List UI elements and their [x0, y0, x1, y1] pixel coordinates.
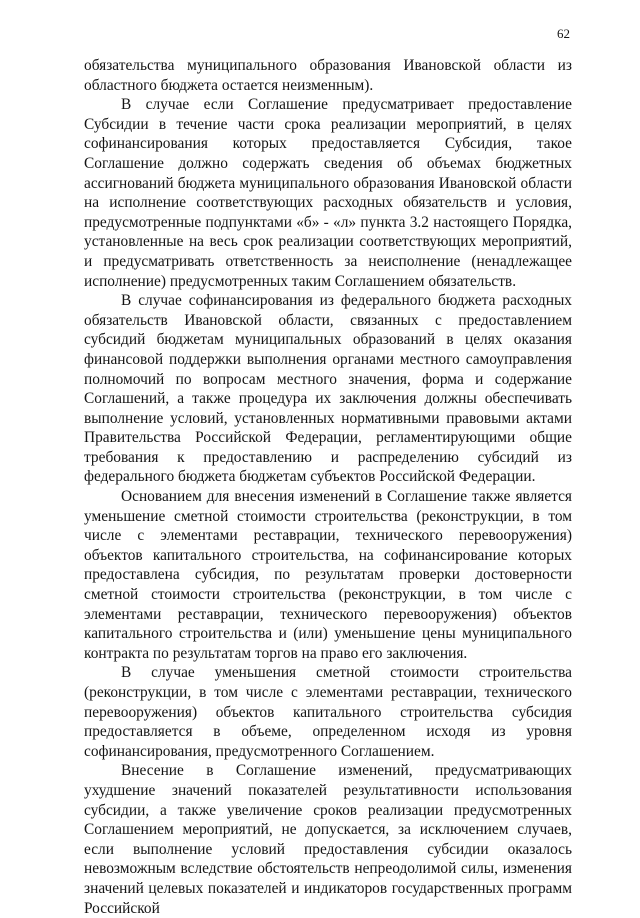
paragraph-continuation: обязательства муниципального образования Ивановской области из областного бюджета остается неизменным). — [84, 57, 572, 94]
paragraph-amendment-restrictions: Внесение в Соглашение изменений, предусматривающих ухудшение значений показателей результативности использования субсидии, а также увеличение сроков реализации предусмотренных Соглашением мероприятий, не допускается, за исключением случаев, если выполнение условий предоставления субсидии оказалось невозможным вследствие обстоятельств непреодолимой силы, изменения значений целевых показателей и индикаторов государственных программ Российской — [84, 762, 572, 917]
paragraph-federal-cofinancing: В случае софинансирования из федерального бюджета расходных обязательств Ивановской области, связанных с предоставлением субсидий бюджетам муниципальных образований в целях оказания финансовой поддержки выполнения органами местного самоуправления полномочий по вопросам местного значения, форма и содержание Соглашений, а также процедура их заключения должны обеспечивать выполнение условий, установленных нормативными правовыми актами Правительства Российской Федерации, регламентирующими общие требования к предоставлению и распределению субсидий из федерального бюджета бюджетам субъектов Российской Федерации. — [84, 292, 572, 486]
paragraph-partial-subsidy: В случае если Соглашение предусматривает предоставление Субсидии в течение части срока реализации мероприятий, в целях софинансирования которых предоставляется Субсидия, такое Соглашение должно содержать сведения об объемах бюджетных ассигнований бюджета муниципального образования Ивановской области на исполнение соответствующих расходных обязательств и условия, предусмотренные подпунктами «б» - «л» пункта 3.2 настоящего Порядка, установленные на весь срок реализации соответствующих мероприятий, и предусматривать ответственность за неисполнение (ненадлежащее исполнение) предусмотренных таким Соглашением обязательств. — [84, 96, 572, 290]
paragraph-amendment-grounds: Основанием для внесения изменений в Соглашение также является уменьшение сметной стоимости строительства (реконструкции, в том числе с элементами реставрации, технического перевооружения) объектов капитального строительства, на софинансирование которых предоставлена субсидия, по результатам проверки достоверности сметной стоимости строительства (реконструкции, в том числе с элементами реставрации, технического перевооружения) объектов капитального строительства и (или) уменьшение цены муниципального контракта по результатам торгов на право его заключения. — [84, 488, 572, 662]
paragraph-cost-reduction: В случае уменьшения сметной стоимости строительства (реконструкции, в том числе с элементами реставрации, технического перевооружения) объектов капитального строительства субсидия предоставляется в объеме, определенном исходя из уровня софинансирования, предусмотренного Соглашением. — [84, 664, 572, 760]
page-number: 62 — [557, 26, 570, 41]
document-body — [84, 56, 572, 918]
